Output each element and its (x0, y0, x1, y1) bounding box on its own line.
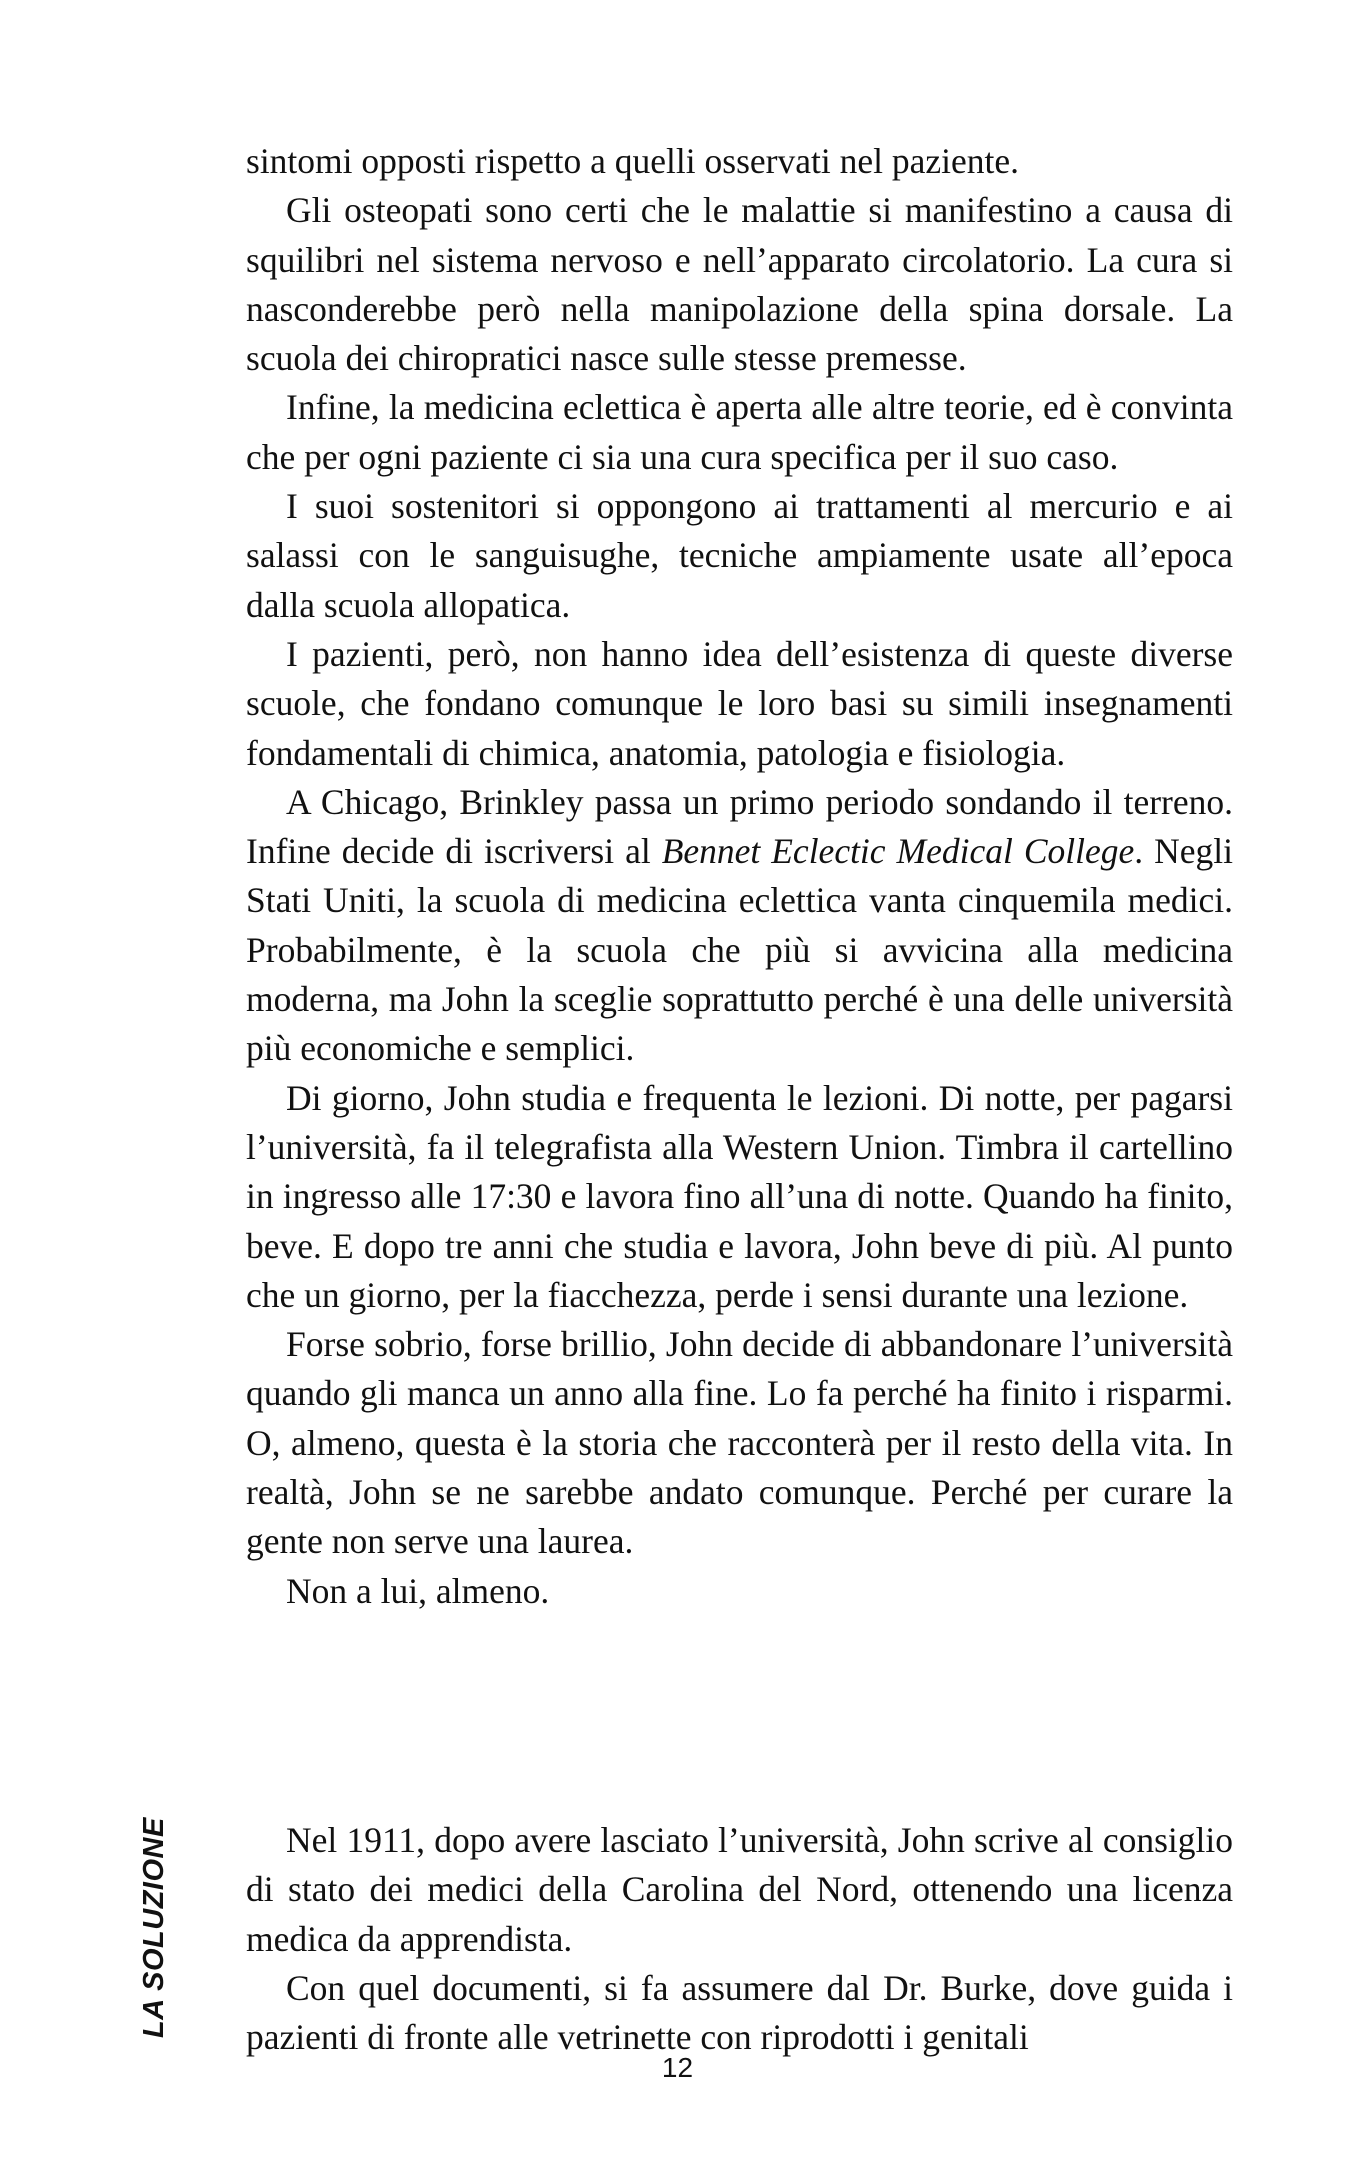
college-name: Bennet Eclectic Medical College (661, 831, 1135, 872)
paragraph: Di giorno, John studia e frequenta le lezioni. Di notte, per pagarsi l’università, fa il telegrafista alla Western Union. Timbra il cartellino in ingresso alle 17:30 e lavora fino all’una di notte. Quando ha finito, beve. E dopo tre anni che studia e lavora, John beve di più. Al punto che un giorno, per la fiacchezza, perde i sensi durante una lezione. (246, 1077, 1233, 1315)
paragraph-text: A Chicago, Brinkley passa un primo periodo sondando il terreno. Infine decide di iscriversi al (246, 781, 1233, 872)
section-break-text-block (246, 1816, 1233, 2062)
paragraph: Forse sobrio, forse brillio, John decide di abbandonare l’università quando gli manca un anno alla fine. Lo fa perché ha finito i risparmi. O, almeno, questa è la storia che racconterà per il resto della vita. In realtà, John se ne sarebbe andato comunque. Perché per curare la gente non serve una laurea. (246, 1324, 1233, 1562)
paragraph: sintomi opposti rispetto a quelli osservati nel paziente. (246, 141, 1019, 181)
running-section-label: LA SOLUZIONE (138, 1817, 170, 2038)
paragraph: Gli osteopati sono certi che le malattie si manifestino a causa di squilibri nel sistema nervoso e nell’apparato circolatorio. La cura si nasconderebbe però nella manipolazione della spina dorsale. La scuola dei chiropratici nasce sulle stesse premesse. (246, 190, 1233, 379)
main-text-block (246, 137, 1233, 1616)
paragraph: Nel 1911, dopo avere lasciato l’università, John scrive al consiglio di stato dei medici della Carolina del Nord, ottenendo una licenza medica da apprendista. (246, 1820, 1233, 1959)
paragraph: Infine, la medicina eclettica è aperta alle altre teorie, ed è convinta che per ogni paziente ci sia una cura specifica per il suo caso. (246, 387, 1233, 477)
paragraph: I pazienti, però, non hanno idea dell’esistenza di queste diverse scuole, che fondano comunque le loro basi su simili insegnamenti fondamentali di chimica, anatomia, patologia e fisiologia. (246, 633, 1233, 773)
paragraph: Con quel documenti, si fa assumere dal Dr. Burke, dove guida i pazienti di fronte alle vetrinette con riprodotti i genitali (246, 1967, 1233, 2058)
paragraph: I suoi sostenitori si oppongono ai trattamenti al mercurio e ai salassi con le sanguisughe, tecniche ampiamente usate all’epoca dalla scuola allopatica. (246, 486, 1233, 625)
paragraph: Non a lui, almeno. (286, 1570, 550, 1611)
page-number: 12 (661, 2052, 694, 2083)
paragraph (246, 778, 1233, 1074)
paragraph-text: . Negli Stati Uniti, la scuola di medicina eclettica vanta cinquemila medici. Probabilmente, è la scuola che più si avvicina alla medicina moderna, ma John la sceglie soprattutto perché è una delle università più economiche e semplici. (246, 831, 1233, 1069)
